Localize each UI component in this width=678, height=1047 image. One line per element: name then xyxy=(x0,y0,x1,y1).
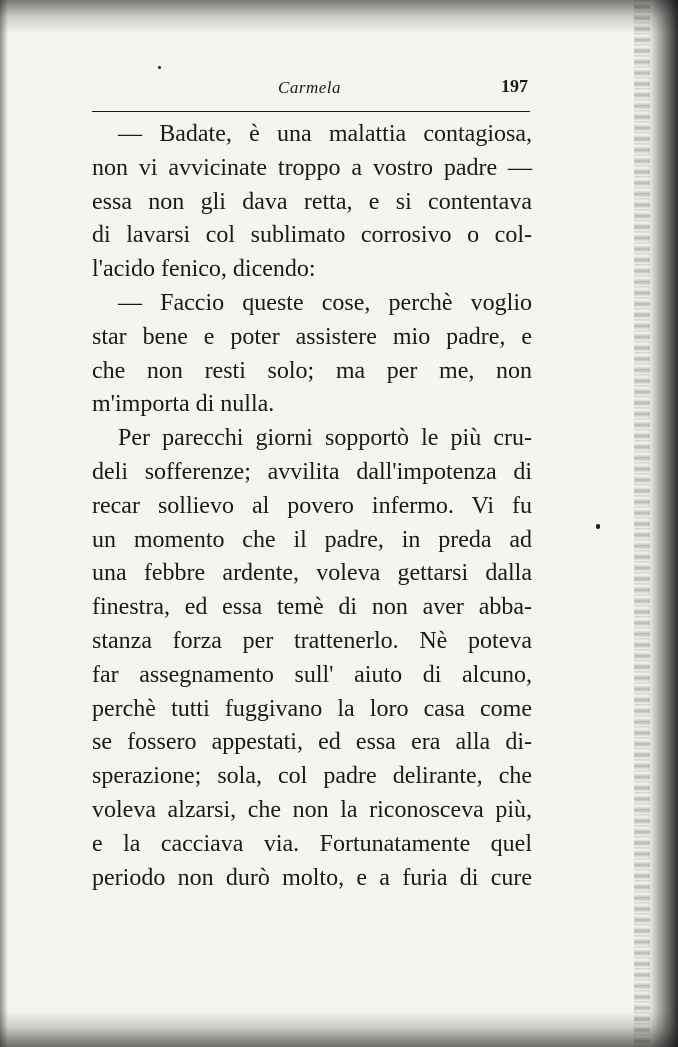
ink-speck xyxy=(158,66,161,69)
text-line: m'importa di nulla. xyxy=(92,391,275,418)
text-line: Per parecchi giorni sopportò le più cru- xyxy=(118,425,532,452)
text-line: finestra, ed essa temè di non aver abba- xyxy=(92,594,532,621)
text-line: perchè tutti fuggivano la loro casa come xyxy=(92,695,532,722)
text-line: un momento che il padre, in preda ad xyxy=(92,526,532,553)
text-line: sperazione; sola, col padre delirante, che xyxy=(92,763,532,790)
text-line: essa non gli dava retta, e si contentava xyxy=(92,188,532,215)
text-line: e la cacciava via. Fortunatamente quel xyxy=(92,830,532,857)
page-header xyxy=(92,76,530,104)
body-text xyxy=(92,118,532,895)
text-line: una febbre ardente, voleva gettarsi dalla xyxy=(92,560,532,587)
text-line: recar sollievo al povero infermo. Vi fu xyxy=(92,492,532,519)
text-line: l'acido fenico, dicendo: xyxy=(92,256,316,283)
text-line: non vi avvicinate troppo a vostro padre — xyxy=(92,154,532,181)
page-number: 197 xyxy=(501,76,528,96)
scan-edge-right xyxy=(648,0,678,1047)
text-line: voleva alzarsi, che non la riconosceva più, xyxy=(92,796,532,823)
text-line: che non resti solo; ma per me, non xyxy=(92,357,532,384)
scan-edge-bottom xyxy=(0,1011,678,1047)
text-line: stanza forza per trattenerlo. Nè poteva xyxy=(92,627,532,654)
ink-speck xyxy=(596,524,600,529)
text-line: periodo non durò molto, e a furia di cure xyxy=(92,864,532,891)
text-line: se fossero appestati, ed essa era alla di- xyxy=(92,729,532,756)
running-title: Carmela xyxy=(278,78,341,97)
text-line: deli sofferenze; avvilita dall'impotenza di xyxy=(92,458,532,485)
text-line: di lavarsi col sublimato corrosivo o col- xyxy=(92,222,532,249)
scan-edge-left xyxy=(0,0,8,1047)
header-rule xyxy=(92,111,530,112)
text-line: star bene e poter assistere mio padre, e xyxy=(92,323,532,350)
scan-edge-top xyxy=(0,0,678,34)
text-line: — Faccio queste cose, perchè voglio xyxy=(118,289,532,316)
text-line: far assegnamento sull' aiuto di alcuno, xyxy=(92,661,532,688)
text-line: — Badate, è una malattia contagiosa, xyxy=(118,121,532,147)
